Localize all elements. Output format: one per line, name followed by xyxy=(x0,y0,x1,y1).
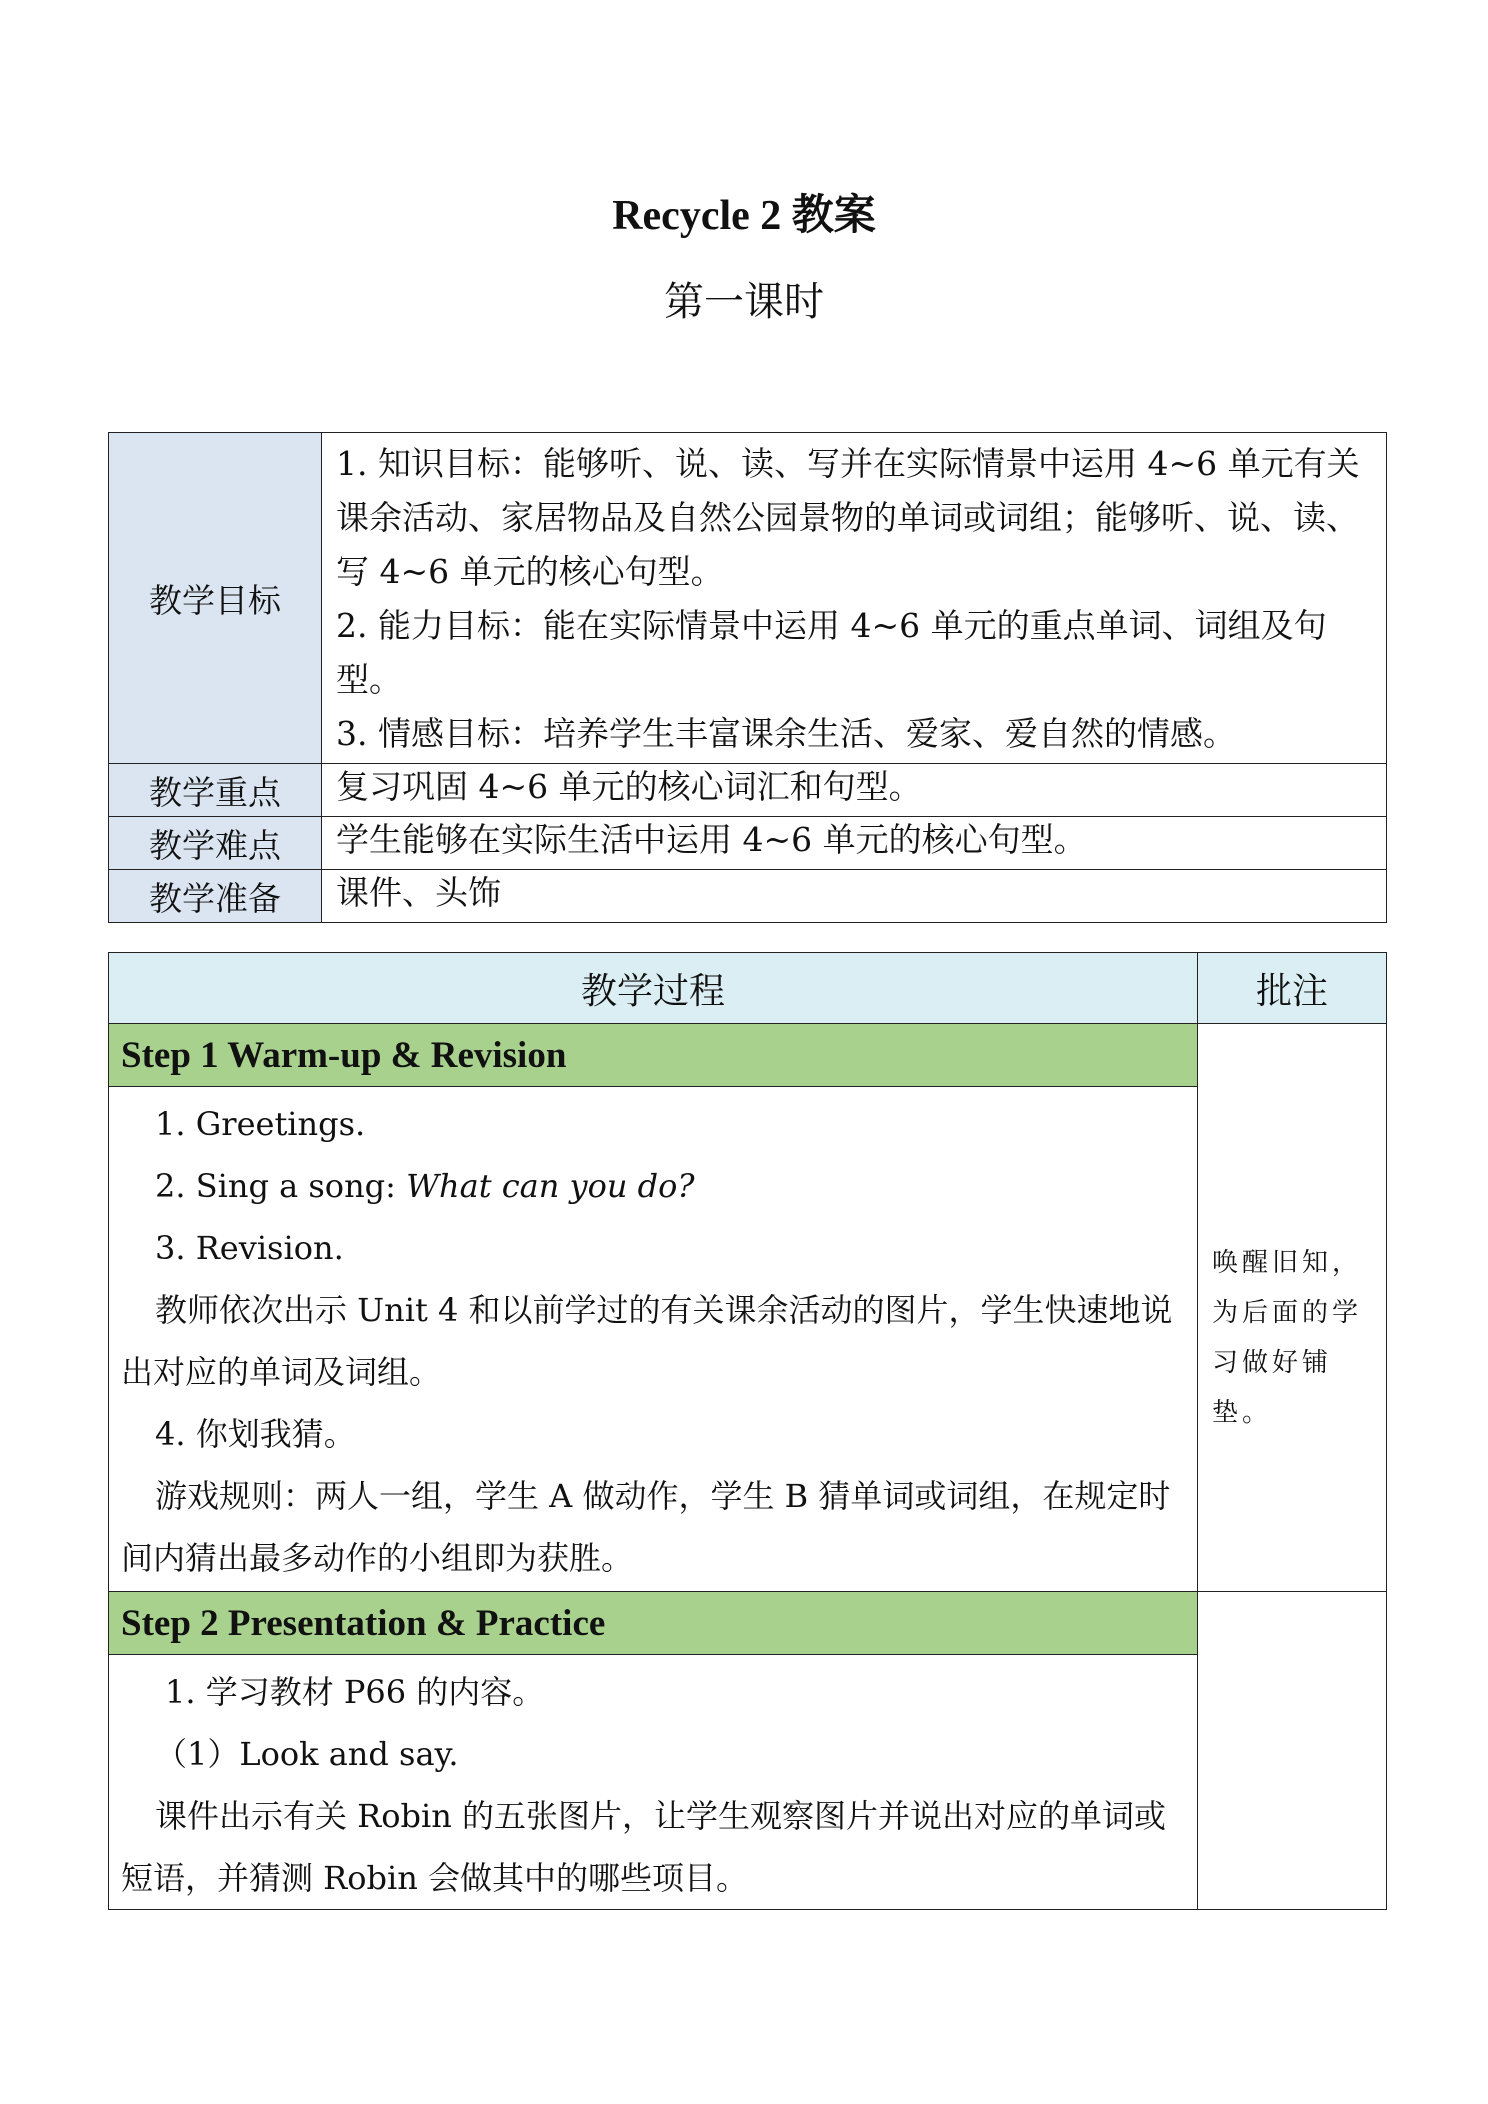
goal-item: 3. 情感目标：培养学生丰富课余生活、爱家、爱自然的情感。 xyxy=(336,714,1236,753)
step2-note-cell xyxy=(1198,1592,1387,1910)
step2-body-row xyxy=(109,1655,1387,1910)
step1-item: 1. Greetings. xyxy=(155,1105,366,1143)
process-column-header: 教学过程 xyxy=(109,953,1198,1024)
prep-label: 教学准备 xyxy=(109,870,322,923)
step2-subitem: （1）Look and say. xyxy=(155,1735,459,1773)
step1-body xyxy=(109,1087,1198,1592)
step1-title-row xyxy=(109,1024,1387,1087)
goals-row xyxy=(109,433,1387,764)
step2-title-row xyxy=(109,1592,1387,1655)
difficulty-label: 教学难点 xyxy=(109,817,322,870)
step2-body xyxy=(109,1655,1198,1910)
step1-item: 3. Revision. xyxy=(155,1229,344,1267)
key-row xyxy=(109,764,1387,817)
difficulty-row xyxy=(109,817,1387,870)
goals-label: 教学目标 xyxy=(109,433,322,764)
prep-text: 课件、头饰 xyxy=(322,870,1387,923)
song-prefix: 2. Sing a song: xyxy=(155,1167,407,1205)
process-header-row xyxy=(109,953,1387,1024)
step1-paragraph: 游戏规则：两人一组，学生 A 做动作，学生 B 猜单词或词组，在规定时间内猜出最多动作的小组即为获胜。 xyxy=(121,1477,1171,1577)
key-text: 复习巩固 4~6 单元的核心词汇和句型。 xyxy=(322,764,1387,817)
goals-cell xyxy=(322,433,1387,764)
step1-item: 4. 你划我猜。 xyxy=(155,1415,356,1453)
step2-item: 1. 学习教材 P66 的内容。 xyxy=(165,1673,545,1711)
step2-title: Step 2 Presentation & Practice xyxy=(109,1592,1198,1655)
step2-paragraph: 课件出示有关 Robin 的五张图片，让学生观察图片并说出对应的单词或短语，并猜测 Robin 会做其中的哪些项目。 xyxy=(121,1797,1167,1897)
goal-item: 2. 能力目标：能在实际情景中运用 4~6 单元的重点单词、词组及句型。 xyxy=(336,606,1327,699)
step1-paragraph: 教师依次出示 Unit 4 和以前学过的有关课余活动的图片，学生快速地说出对应的单词及词组。 xyxy=(121,1291,1173,1391)
key-label: 教学重点 xyxy=(109,764,322,817)
step1-item xyxy=(121,1155,1185,1217)
step1-title: Step 1 Warm-up & Revision xyxy=(109,1024,1198,1087)
prep-row xyxy=(109,870,1387,923)
step1-note-cell xyxy=(1198,1024,1387,1592)
song-title: What can you do? xyxy=(406,1167,695,1205)
step1-note: 唤醒旧知，为后面的学习做好铺垫。 xyxy=(1212,1248,1363,1428)
notes-column-header: 批注 xyxy=(1198,953,1387,1024)
page-subtitle: 第一课时 xyxy=(664,279,824,325)
step1-body-row xyxy=(109,1087,1387,1592)
goal-item: 1. 知识目标：能够听、说、读、写并在实际情景中运用 4~6 单元有关课余活动、家居物品及自然公园景物的单词或词组；能够听、说、读、写 4~6 单元的核心句型。 xyxy=(336,444,1360,591)
page-title: Recycle 2 教案 xyxy=(612,193,876,239)
process-table xyxy=(108,952,1387,1910)
difficulty-text: 学生能够在实际生活中运用 4~6 单元的核心句型。 xyxy=(322,817,1387,870)
lesson-info-table xyxy=(108,432,1387,923)
